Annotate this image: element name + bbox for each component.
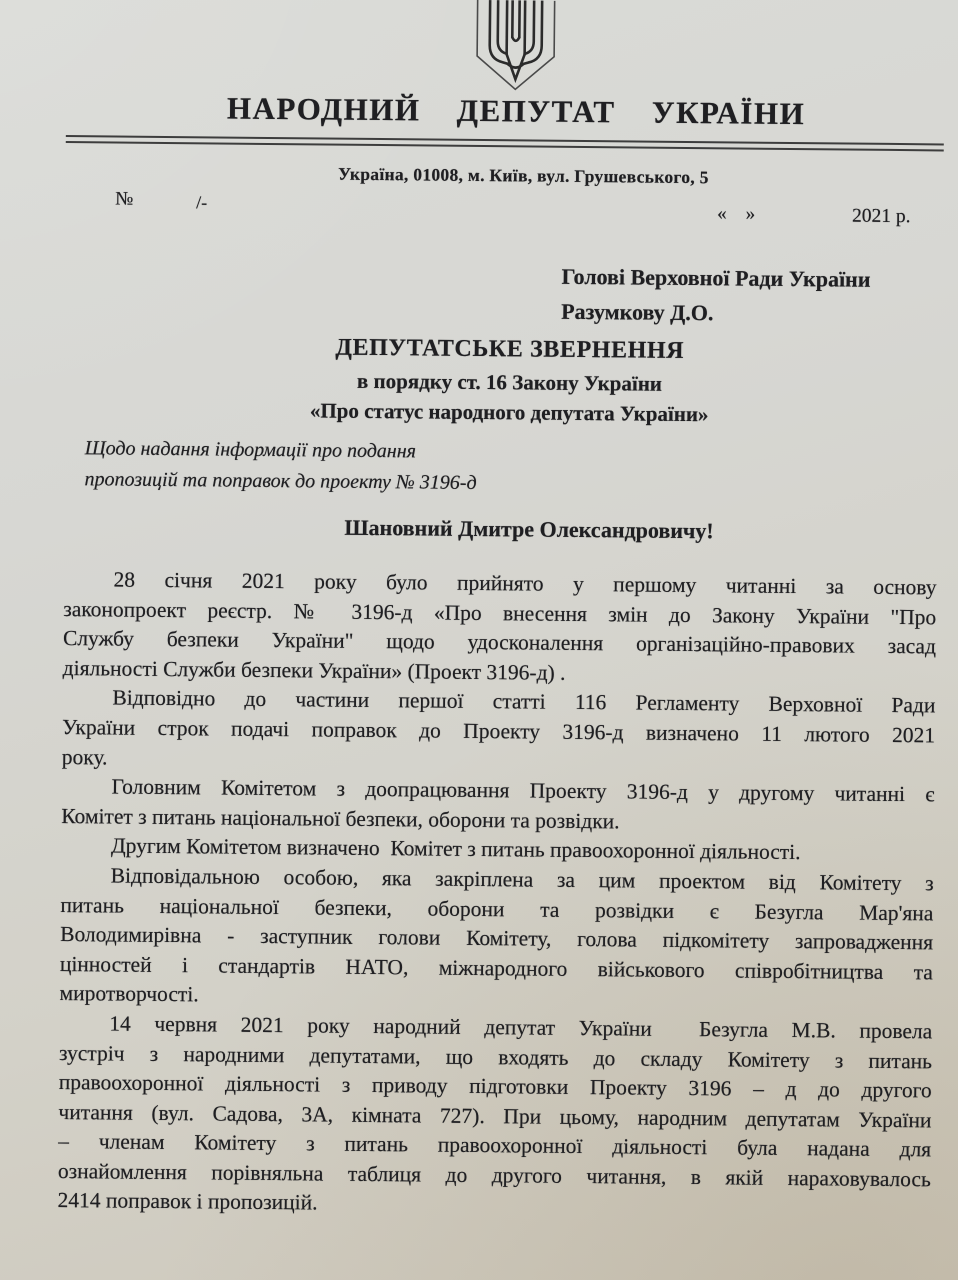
body-line: Володимирівна - заступник голови Комітету, голова підкомітету запровадження: [60, 922, 934, 955]
document-title-block: [1, 331, 958, 429]
body-line: Службу безпеки України" щодо удосконалення організаційно-правових засад: [62, 626, 937, 659]
body-line: читання (вул. Садова, 3А, кімната 727). При цьому, народним депутатам України: [58, 1099, 932, 1133]
letterhead-double-rule: [66, 135, 944, 151]
addressee-block: [561, 259, 871, 332]
addressee-line: Голові Верховної Ради України: [561, 263, 871, 292]
letter-body: [57, 565, 936, 1224]
body-line: – членам Комітету з питань правоохоронної діяльності була надана для: [58, 1129, 932, 1162]
body-line: ознайомлення порівняльна таблиця до другого читання, в якій нараховувалось: [57, 1158, 931, 1192]
ukrainian-trident-emblem-icon: [474, 0, 557, 93]
paragraph: [63, 565, 937, 692]
body-line: України строк подачі поправок до Проекту 3196-д визначено 11 лютого 2021: [62, 714, 936, 748]
paragraph: [57, 1009, 932, 1225]
body-line: миротворчості.: [59, 981, 199, 1007]
subject-line: пропозицій та поправок до проекту № 3196-д: [84, 468, 477, 494]
letterhead-org-title: НАРОДНИЙ ДЕПУТАТ УКРАЇНИ: [226, 90, 806, 132]
document-number-label: №: [115, 188, 134, 210]
body-line: Відповідно до частини першої статті 116 Регламенту Верховної Ради: [112, 685, 936, 718]
body-line: питань національної безпеки, оборони та розвідки є Безугла Мар'яна: [60, 892, 934, 925]
subject-block: [84, 433, 477, 499]
subject-line: Щодо надання інформації про подання: [84, 437, 417, 463]
body-line: року.: [61, 744, 108, 770]
document-title-law: «Про статус народного депутата України»: [309, 398, 709, 427]
body-line: цінностей і стандартів НАТО, міжнародного військового співробітництва та: [59, 951, 933, 985]
body-line: 2414 поправок і пропозицій.: [57, 1188, 318, 1215]
body-line: правоохоронної діяльності з приводу підготовки Проекту 3196 – д до другого: [58, 1070, 932, 1103]
body-line: Другим Комітетом визначено Комітет з питань правоохоронної діяльності.: [110, 833, 801, 865]
document-number-value: /-: [196, 192, 208, 213]
body-line: законопроект реєстр. № 3196-д «Про внесення змін до Закону України "Про: [63, 596, 937, 629]
document-title-basis: в порядку ст. 16 Закону України: [356, 368, 663, 396]
body-line: 14 червня 2021 року народний депутат України Безугла М.В. провела: [109, 1011, 933, 1044]
paragraph: [62, 683, 936, 780]
letterhead-address: Україна, 01008, м. Київ, вул. Грушевського, 5: [338, 163, 709, 188]
addressee-line: Разумкову Д.О.: [561, 298, 714, 326]
body-line: Комітет з питань національної безпеки, оборони та розвідки.: [61, 803, 620, 834]
paragraph: [61, 772, 935, 840]
salutation: Шановний Дмитре Олександровичу!: [344, 514, 714, 544]
date-blank-quotes: « »: [717, 203, 756, 225]
body-line: Головним Комітетом з доопрацювання Проекту 3196-д у другому читанні є: [111, 774, 935, 807]
paragraph: [59, 861, 933, 1017]
body-line: Відповідальною особою, яка закріплена за цим проектом від Комітету з: [110, 863, 934, 896]
document-title: ДЕПУТАТСЬКЕ ЗВЕРНЕННЯ: [335, 334, 685, 364]
date-year: 2021 р.: [852, 205, 911, 228]
body-line: 28 січня 2021 року було прийнято у першому читанні за основу: [113, 567, 937, 600]
body-line: зустріч з народними депутатами, що входять до складу Комітету з питань: [58, 1040, 933, 1073]
body-line: діяльності Служби безпеки України» (Проект 3196-д) .: [62, 655, 566, 685]
